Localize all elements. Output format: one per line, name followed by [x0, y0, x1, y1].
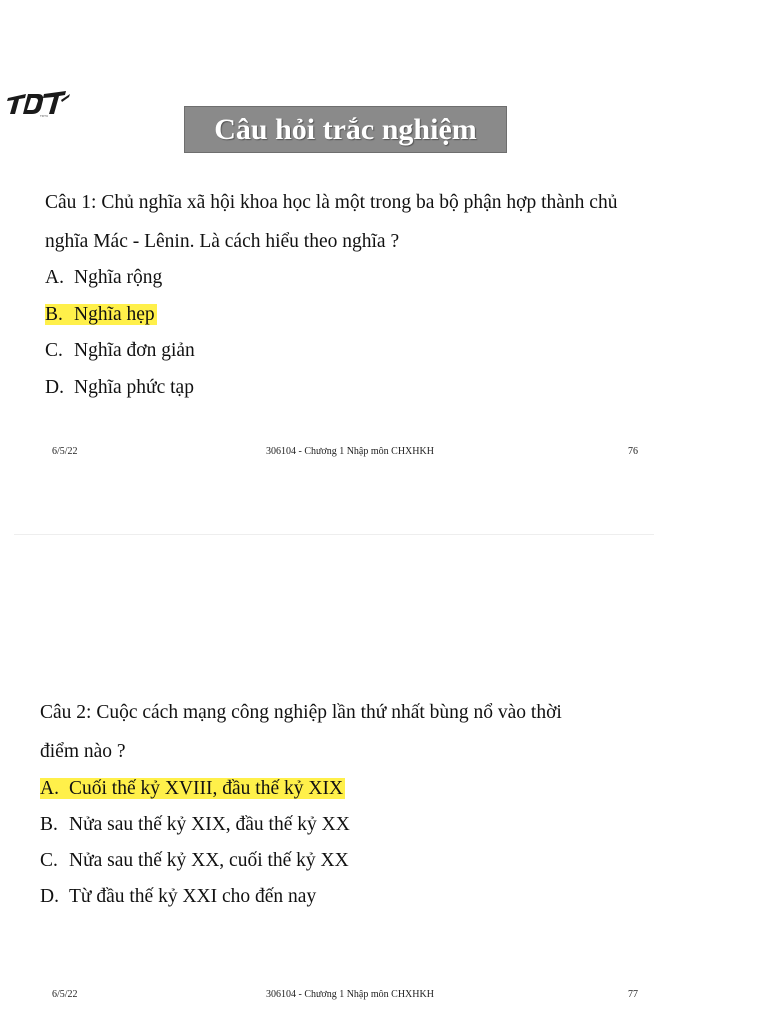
option-2-b	[40, 813, 350, 837]
question-2-line-2: điểm nào ?	[40, 741, 126, 762]
option-text: Nửa sau thế kỷ XX, cuối thế kỷ XX	[69, 850, 349, 871]
option-2-c	[40, 849, 349, 873]
option-text: Nghĩa đơn giản	[74, 340, 195, 361]
option-letter: D.	[40, 886, 59, 907]
option-letter: A.	[40, 778, 59, 799]
option-1-d	[45, 376, 194, 400]
footer-date: 6/5/22	[52, 989, 78, 1000]
question-1-line-1: Câu 1: Chủ nghĩa xã hội khoa học là một trong ba bộ phận hợp thành chủ	[45, 192, 618, 213]
question-1-line-2: nghĩa Mác - Lênin. Là cách hiểu theo nghĩa ?	[45, 231, 400, 252]
option-letter: C.	[45, 340, 63, 361]
answer-highlight	[45, 304, 157, 325]
slide-77	[0, 535, 768, 1024]
option-letter: B.	[40, 814, 58, 835]
footer-date: 6/5/22	[52, 446, 78, 457]
option-letter: A.	[45, 267, 64, 288]
answer-highlight	[40, 778, 345, 799]
option-2-a-correct	[40, 777, 345, 801]
option-2-d	[40, 885, 316, 909]
option-letter: C.	[40, 850, 58, 871]
slide-title: Câu hỏi trắc nghiệm	[214, 112, 477, 146]
footer-course: 306104 - Chương 1 Nhập môn CHXHKH	[266, 989, 434, 1000]
question-2-line-1: Câu 2: Cuộc cách mạng công nghiệp lần thứ nhất bùng nổ vào thời	[40, 702, 562, 723]
option-letter: B.	[45, 304, 63, 325]
footer-course: 306104 - Chương 1 Nhập môn CHXHKH	[266, 446, 434, 457]
option-text: Nghĩa rộng	[74, 267, 163, 288]
option-1-c	[45, 339, 195, 363]
option-1-a	[45, 266, 162, 290]
option-text: Từ đầu thế kỷ XXI cho đến nay	[69, 886, 317, 907]
option-text: Nửa sau thế kỷ XIX, đầu thế kỷ XX	[69, 814, 350, 835]
option-text: Cuối thế kỷ XVIII, đầu thế kỷ XIX	[69, 778, 344, 799]
option-text: Nghĩa hẹp	[74, 304, 155, 325]
footer-page-number: 77	[628, 989, 638, 1000]
slide-title-box	[184, 106, 507, 153]
option-letter: D.	[45, 377, 64, 398]
tdtu-logo	[6, 88, 72, 118]
option-text: Nghĩa phức tạp	[74, 377, 194, 398]
option-1-b-correct	[45, 303, 157, 327]
logo-caption: TDTU	[40, 114, 49, 118]
footer-page-number: 76	[628, 446, 638, 457]
